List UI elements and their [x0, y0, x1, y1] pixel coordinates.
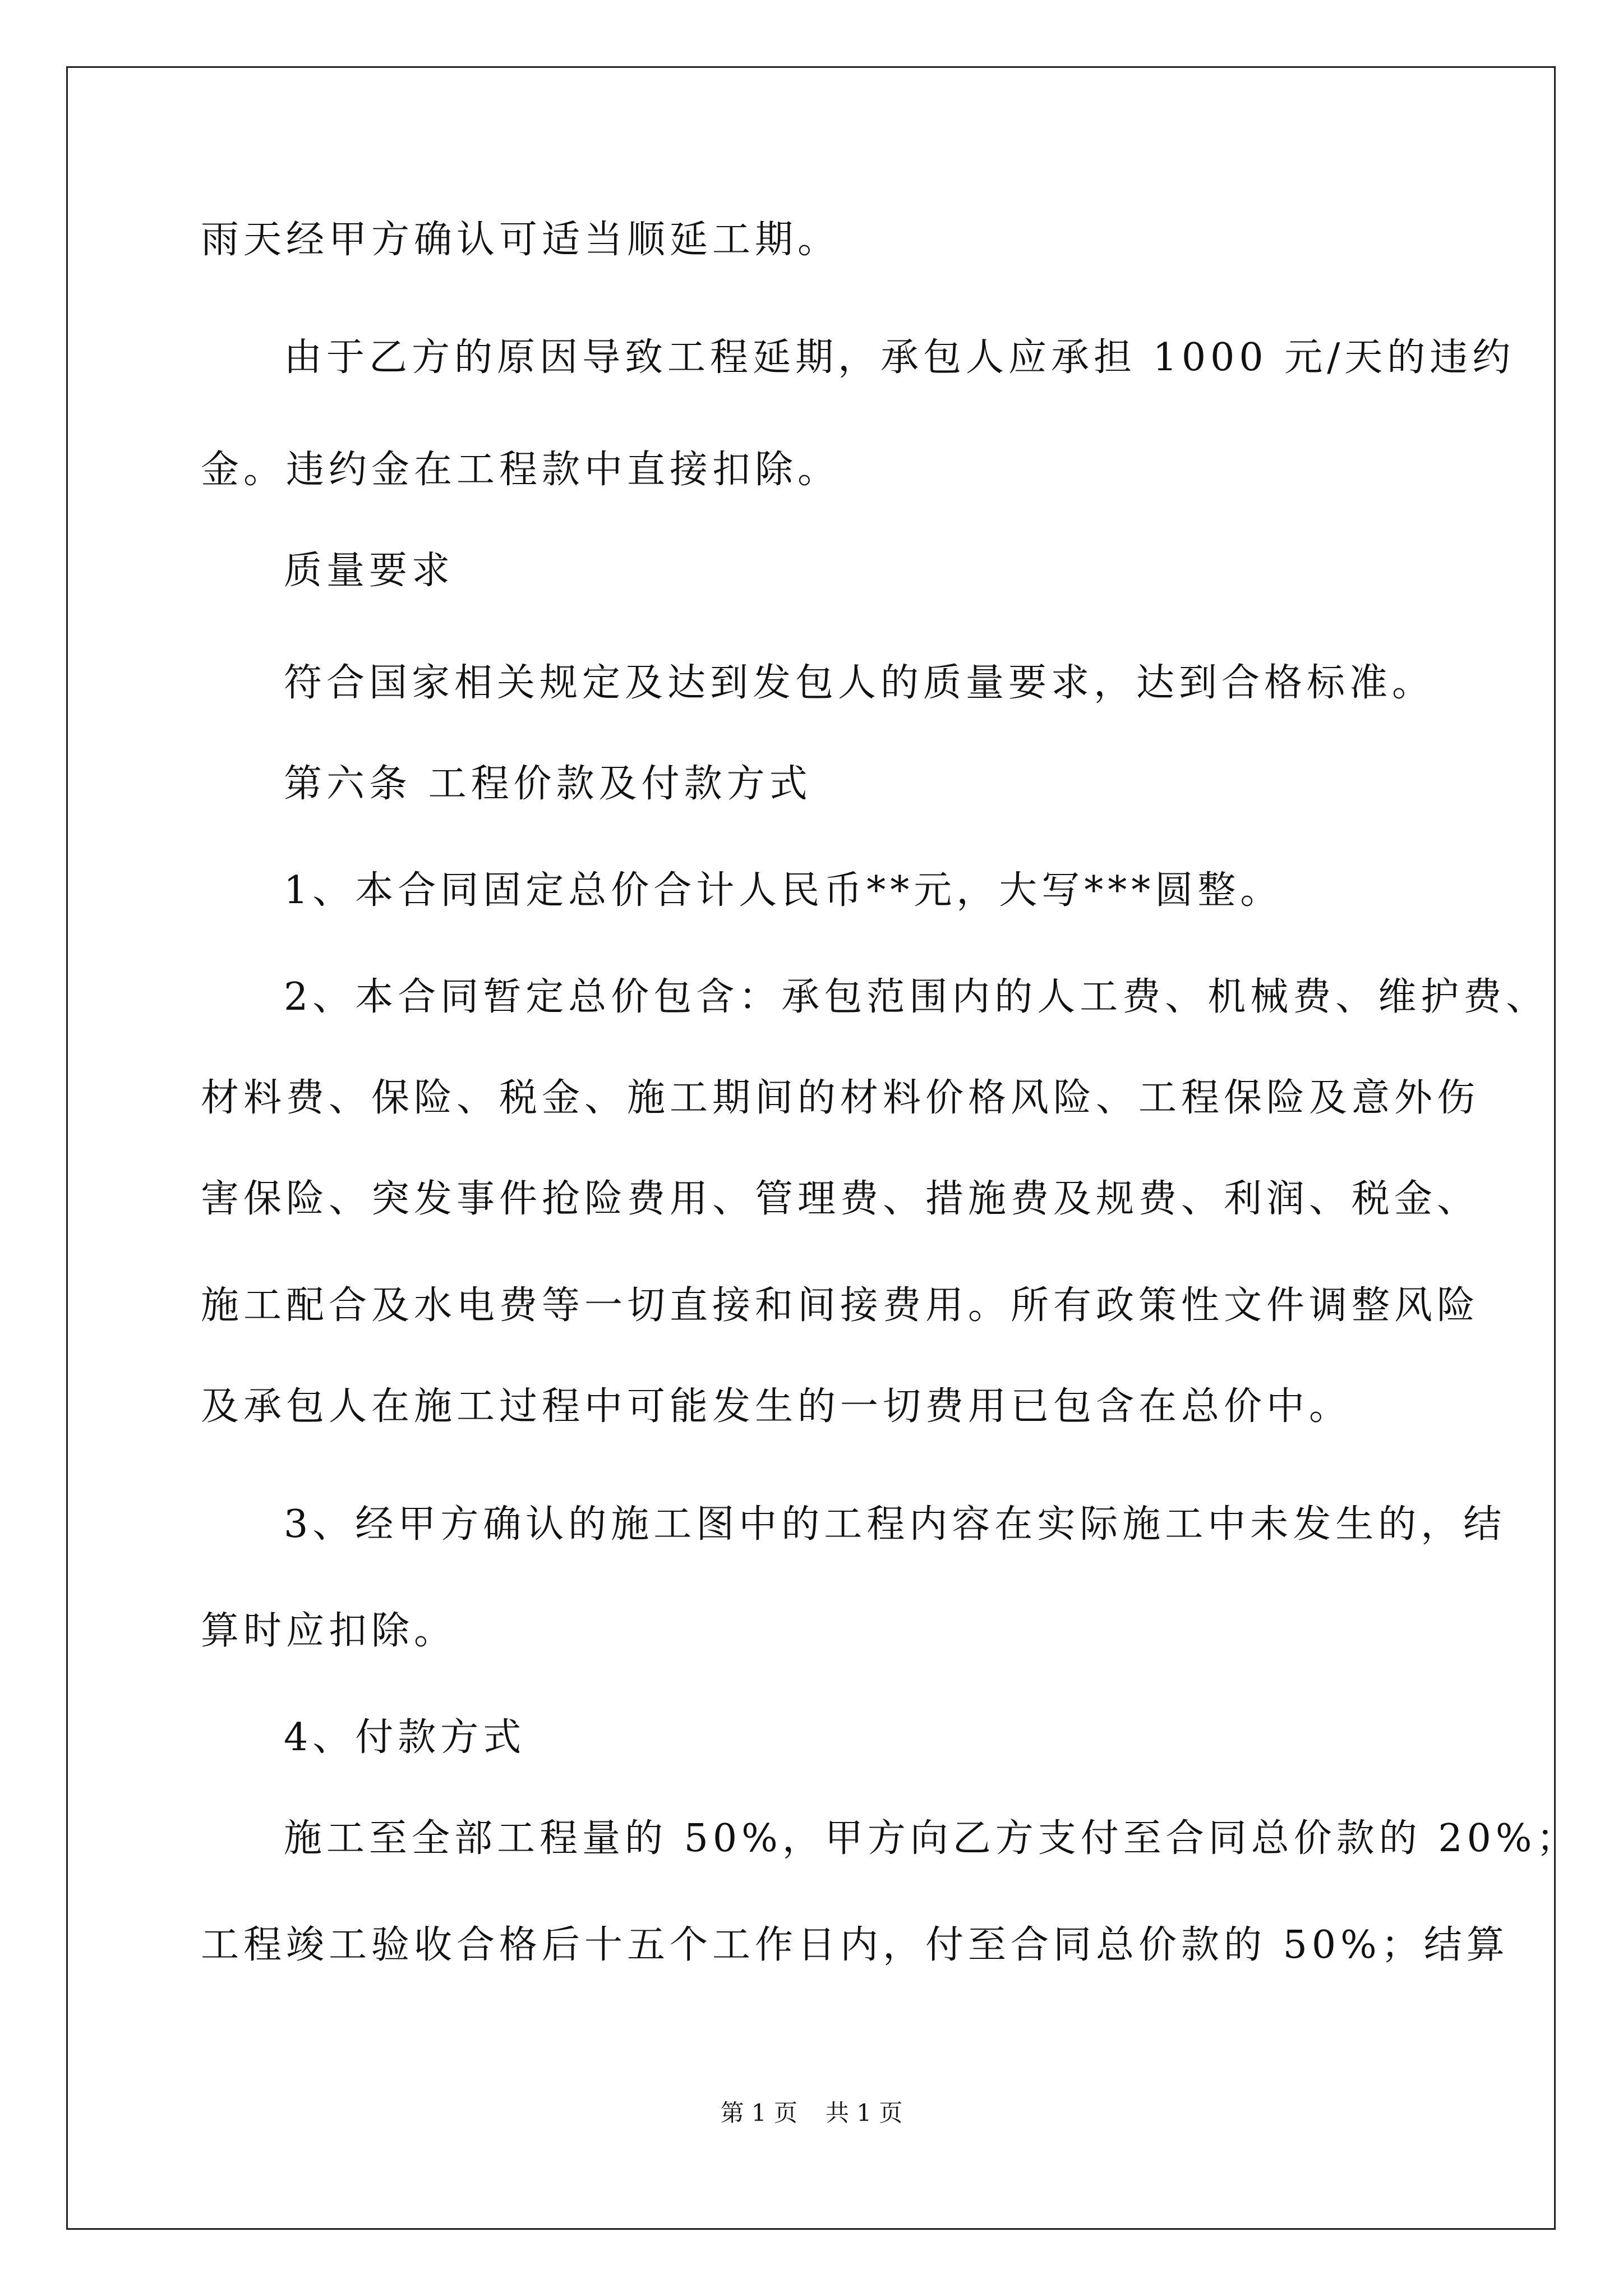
page-footer [0, 2099, 1623, 2127]
text-line: 符合国家相关规定及达到发包人的质量要求，达到合格标准。 [284, 661, 1435, 705]
text-line: 施工至全部工程量的 50%，甲方向乙方支付至合同总价款的 20%； [284, 1816, 1579, 1861]
text-line: 工程竣工验收合格后十五个工作日内，付至合同总价款的 50%；结算 [201, 1923, 1509, 1967]
article-heading: 第六条 工程价款及付款方式 [284, 762, 812, 806]
text-line: 算时应扣除。 [201, 1609, 457, 1653]
section-heading: 4、付款方式 [284, 1715, 526, 1760]
page-border [66, 66, 1556, 2230]
text-line: 材料费、保险、税金、施工期间的材料价格风险、工程保险及意外伤 [201, 1076, 1480, 1120]
text-line: 及承包人在施工过程中可能发生的一切费用已包含在总价中。 [201, 1384, 1352, 1429]
text-line: 2、本合同暂定总价包含：承包范围内的人工费、机械费、维护费、 [284, 975, 1549, 1019]
text-line: 1、本合同固定总价合计人民币**元，大写***圆整。 [284, 868, 1283, 913]
text-line: 金。违约金在工程款中直接扣除。 [201, 448, 841, 492]
page-number: 第 1 页 [720, 2099, 797, 2127]
text-line: 施工配合及水电费等一切直接和间接费用。所有政策性文件调整风险 [201, 1283, 1480, 1328]
text-line: 雨天经甲方确认可适当顺延工期。 [201, 218, 841, 262]
page-total: 共 1 页 [826, 2099, 903, 2127]
text-line: 3、经甲方确认的施工图中的工程内容在实际施工中未发生的，结 [284, 1502, 1506, 1547]
section-heading: 质量要求 [284, 549, 455, 593]
text-line: 害保险、突发事件抢险费用、管理费、措施费及规费、利润、税金、 [201, 1177, 1480, 1221]
text-line: 由于乙方的原因导致工程延期，承包人应承担 1000 元/天的违约 [284, 335, 1515, 380]
